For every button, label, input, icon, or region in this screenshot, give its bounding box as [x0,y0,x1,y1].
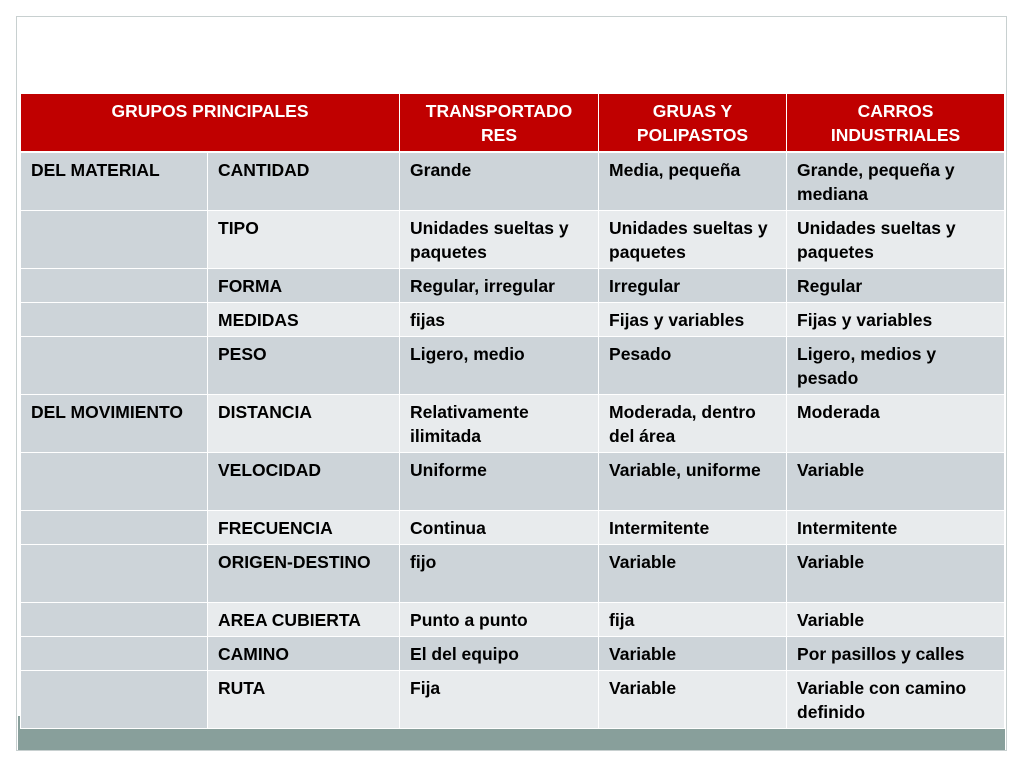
table-row [21,211,1005,269]
row-transportadores-cell: fijas [400,303,599,337]
row-carros-cell: Ligero, medios y pesado [787,337,1005,395]
row-carros-cell: Variable [787,453,1005,511]
row-gruas-cell: Media, pequeña [599,152,787,211]
row-gruas-cell: Irregular [599,269,787,303]
row-carros-cell: Grande, pequeña y mediana [787,152,1005,211]
row-gruas-cell: Variable, uniforme [599,453,787,511]
table-row [21,603,1005,637]
row-gruas-cell: Variable [599,637,787,671]
table-row [21,671,1005,729]
row-attribute-cell: CAMINO [208,637,400,671]
row-carros-cell: Intermitente [787,511,1005,545]
row-transportadores-cell: Ligero, medio [400,337,599,395]
row-group-cell [21,269,208,303]
row-group-cell: DEL MOVIMIENTO [21,395,208,453]
row-gruas-cell: Variable [599,671,787,729]
row-transportadores-cell: Regular, irregular [400,269,599,303]
table-header-row [21,94,1005,153]
row-attribute-cell: RUTA [208,671,400,729]
header-gruas-polipastos: GRUAS Y POLIPASTOS [599,94,787,153]
row-group-cell [21,671,208,729]
row-attribute-cell: AREA CUBIERTA [208,603,400,637]
row-gruas-cell: Intermitente [599,511,787,545]
row-transportadores-cell: Relativamente ilimitada [400,395,599,453]
row-group-cell [21,337,208,395]
header-carros-industriales: CARROS INDUSTRIALES [787,94,1005,153]
row-carros-cell: Variable con camino definido [787,671,1005,729]
table-row [21,637,1005,671]
row-transportadores-cell: Punto a punto [400,603,599,637]
row-attribute-cell: TIPO [208,211,400,269]
row-group-cell [21,303,208,337]
table-row [21,337,1005,395]
row-transportadores-cell: Fija [400,671,599,729]
row-transportadores-cell: fijo [400,545,599,603]
row-transportadores-cell: El del equipo [400,637,599,671]
row-attribute-cell: DISTANCIA [208,395,400,453]
table-row [21,152,1005,211]
table-row [21,303,1005,337]
table-row [21,453,1005,511]
row-transportadores-cell: Continua [400,511,599,545]
row-group-cell [21,545,208,603]
table-row [21,545,1005,603]
row-attribute-cell: PESO [208,337,400,395]
comparison-table [20,93,1005,729]
row-group-cell [21,211,208,269]
row-group-cell: DEL MATERIAL [21,152,208,211]
table-row [21,511,1005,545]
row-gruas-cell: Unidades sueltas y paquetes [599,211,787,269]
row-carros-cell: Fijas y variables [787,303,1005,337]
row-gruas-cell: Moderada, dentro del área [599,395,787,453]
row-carros-cell: Unidades sueltas y paquetes [787,211,1005,269]
table-row [21,269,1005,303]
row-gruas-cell: Pesado [599,337,787,395]
table-row [21,395,1005,453]
row-group-cell [21,637,208,671]
header-grupos-principales: GRUPOS PRINCIPALES [21,94,400,153]
row-carros-cell: Regular [787,269,1005,303]
row-carros-cell: Moderada [787,395,1005,453]
row-group-cell [21,453,208,511]
row-transportadores-cell: Grande [400,152,599,211]
row-gruas-cell: fija [599,603,787,637]
row-attribute-cell: MEDIDAS [208,303,400,337]
row-group-cell [21,511,208,545]
row-gruas-cell: Fijas y variables [599,303,787,337]
row-attribute-cell: CANTIDAD [208,152,400,211]
row-gruas-cell: Variable [599,545,787,603]
row-attribute-cell: ORIGEN-DESTINO [208,545,400,603]
row-group-cell [21,603,208,637]
row-carros-cell: Variable [787,545,1005,603]
row-attribute-cell: FRECUENCIA [208,511,400,545]
row-attribute-cell: VELOCIDAD [208,453,400,511]
row-transportadores-cell: Unidades sueltas y paquetes [400,211,599,269]
row-transportadores-cell: Uniforme [400,453,599,511]
header-transportadores: TRANSPORTADO RES [400,94,599,153]
row-carros-cell: Variable [787,603,1005,637]
row-attribute-cell: FORMA [208,269,400,303]
row-carros-cell: Por pasillos y calles [787,637,1005,671]
